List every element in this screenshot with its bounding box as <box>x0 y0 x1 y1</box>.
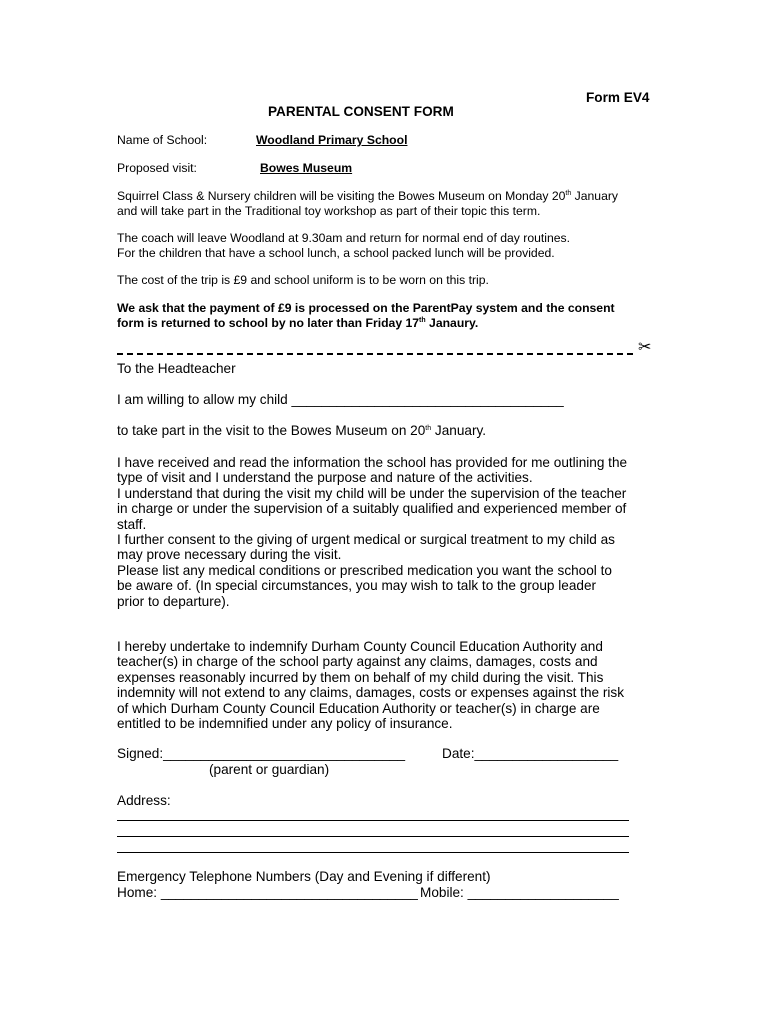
signed-field[interactable]: Signed:________________________________ <box>117 746 406 761</box>
intro-paragraph: Squirrel Class & Nursery children will be visiting the Bowes Museum on Monday 20th January and will take part in the Traditional toy workshop as part of their topic this term. <box>117 189 619 218</box>
form-code: Form EV4 <box>586 90 650 105</box>
payment-paragraph: We ask that the payment of £9 is processed on the ParentPay system and the consent form is returned to school by no later than Friday 17th Janaury. <box>117 301 615 330</box>
coach-paragraph: The coach will leave Woodland at 9.30am and return for normal end of day routines. For the children that have a school lunch, a school packed lunch will be provided. <box>117 231 571 260</box>
date-field[interactable]: Date:___________________ <box>442 746 619 761</box>
home-phone-field[interactable]: Home: __________________________________ <box>117 885 418 900</box>
consent-paragraph-1: I have received and read the information the school has provided for me outlining the type of visit and I understand the purpose and nature of the activities. I understand that during the visit my child will be under the supervision of the teacher in charge or under the supervision of a suitably qualified and experienced member of staff. I further consent to the giving of urgent medical or surgical treatment to my child as may prove necessary during the visit. Please list any medical conditions or prescribed medication you want the school to be aware of. (In special circumstances, you may wish to talk to the group leader prior to departure). <box>117 455 628 609</box>
school-label: Name of School: <box>117 133 208 147</box>
take-part-line: to take part in the visit to the Bowes Museum on 20th January. <box>117 423 487 438</box>
visit-label: Proposed visit: <box>117 161 197 175</box>
allow-child-label: I am willing to allow my child <box>117 392 288 407</box>
cut-line <box>117 348 637 358</box>
cut-dashes <box>117 353 633 355</box>
scissors-icon: ✂ <box>638 339 652 356</box>
indemnity-paragraph: I hereby undertake to indemnify Durham County Council Education Authority and teacher(s) in charge of the school party against any claims, damages, costs and expenses reasonably incurred by them on behalf of my child during the visit. This indemnity will not extend to any claims, damages, costs or expenses against the risk of which Durham County Council Education Authority or teacher(s) in charge are entitled to be indemnified under any policy of insurance. <box>117 639 624 732</box>
child-name-blank[interactable]: ____________________________________ <box>291 392 564 407</box>
page-title: PARENTAL CONSENT FORM <box>268 104 454 119</box>
visit-destination: Bowes Museum <box>260 161 353 175</box>
address-label: Address: <box>117 793 171 808</box>
address-line-3[interactable] <box>117 852 629 853</box>
school-name: Woodland Primary School <box>256 133 408 147</box>
salutation: To the Headteacher <box>117 361 236 376</box>
signed-note: (parent or guardian) <box>209 762 330 777</box>
address-line-2[interactable] <box>117 836 629 837</box>
allow-child-line <box>117 392 564 407</box>
mobile-phone-field[interactable]: Mobile: ____________________ <box>420 885 619 900</box>
emergency-heading: Emergency Telephone Numbers (Day and Evening if different) <box>117 869 491 884</box>
cost-paragraph: The cost of the trip is £9 and school uniform is to be worn on this trip. <box>117 273 489 287</box>
address-line-1[interactable] <box>117 820 629 821</box>
